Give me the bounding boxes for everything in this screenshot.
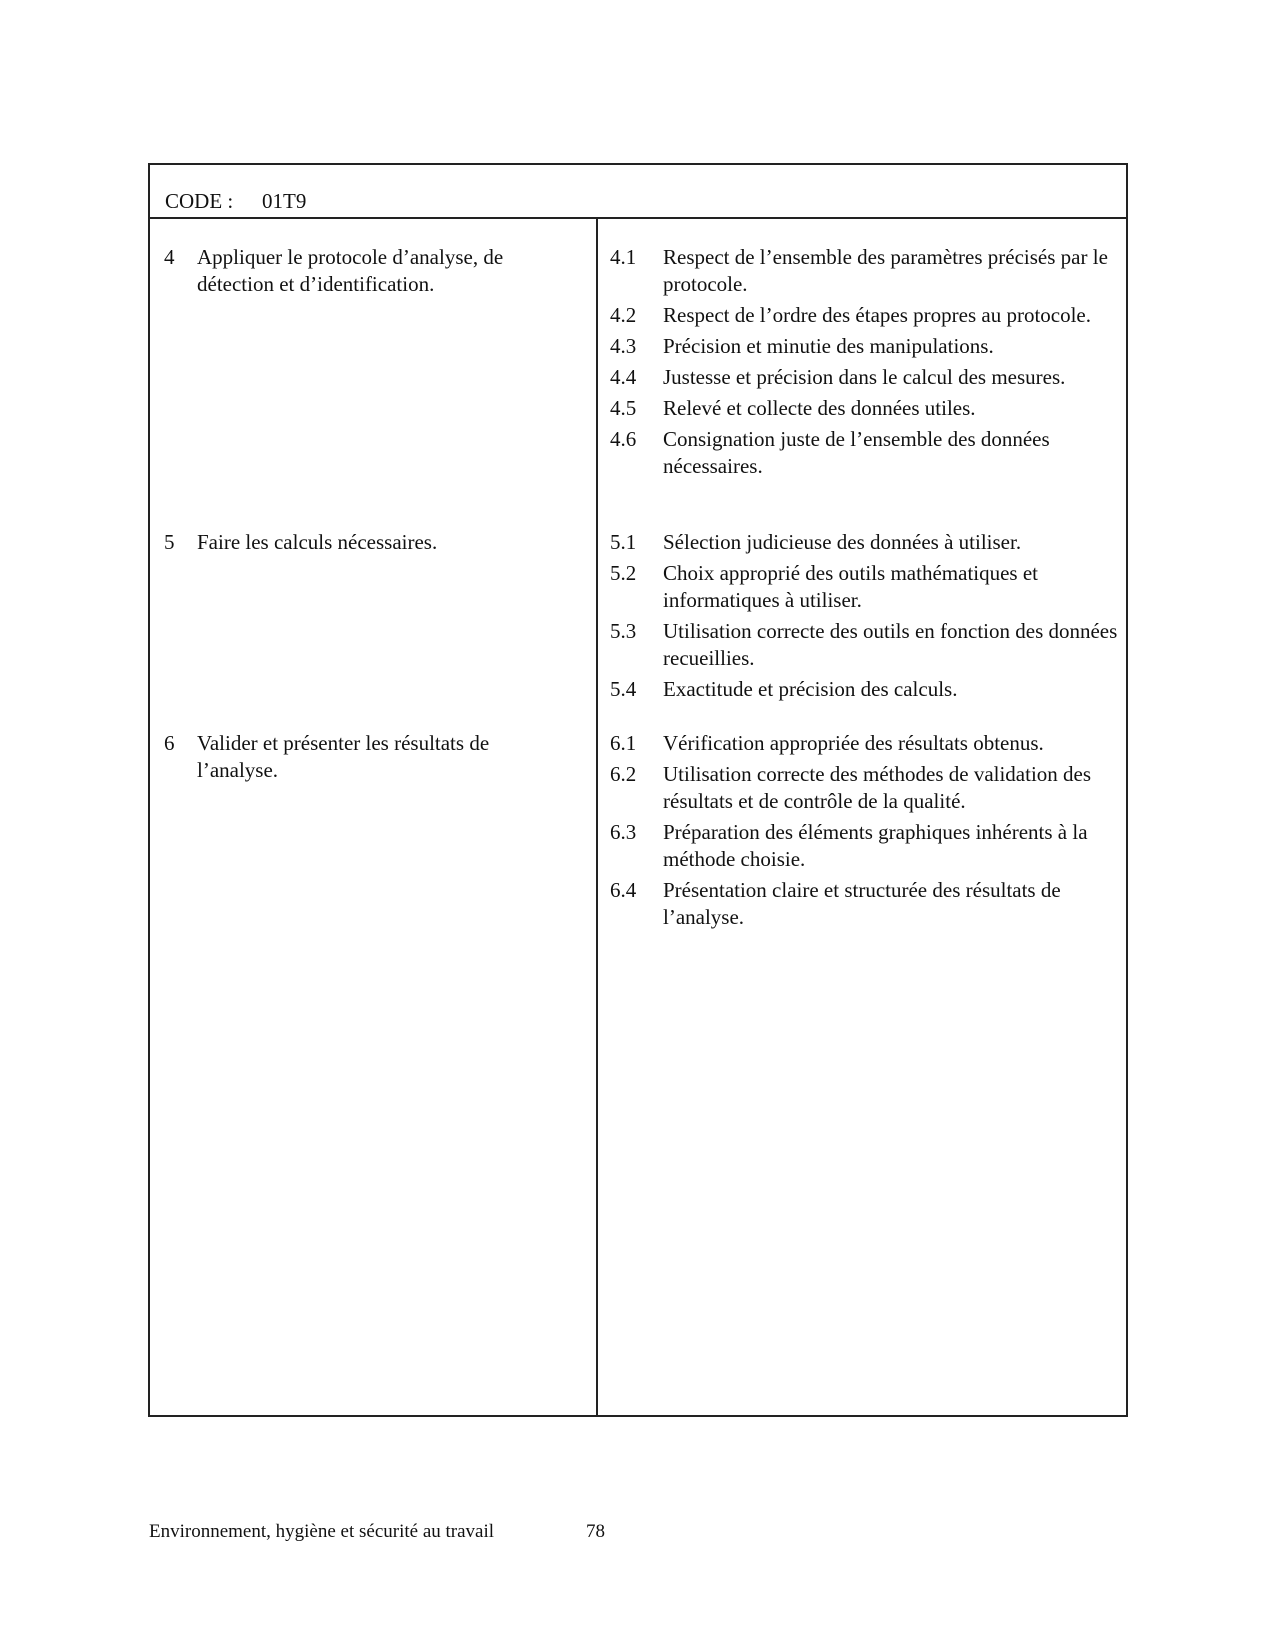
element-text: Faire les calculs nécessaires.	[197, 530, 438, 554]
criteria-group-5	[610, 529, 1120, 707]
criterion	[610, 877, 1120, 931]
column-divider	[596, 219, 598, 1415]
criterion-number: 4.2	[610, 303, 637, 327]
criterion-text: Présentation claire et structurée des résultats de l’analyse.	[663, 878, 1061, 929]
element-4	[164, 244, 574, 298]
criterion-number: 5.3	[610, 619, 637, 643]
criterion	[610, 618, 1120, 672]
criterion-number: 4.5	[610, 396, 637, 420]
element-number: 5	[164, 530, 175, 554]
criteria-group-4	[610, 244, 1120, 484]
criterion-text: Sélection judicieuse des données à utiliser.	[663, 530, 1022, 554]
criterion-text: Consignation juste de l’ensemble des données nécessaires.	[663, 427, 1050, 478]
criterion-number: 4.4	[610, 365, 637, 389]
code-label: CODE :	[165, 189, 234, 213]
criterion	[610, 395, 1120, 422]
criterion-number: 6.2	[610, 762, 637, 786]
criterion-text: Respect de l’ensemble des paramètres précisés par le protocole.	[663, 245, 1108, 296]
element-number: 6	[164, 731, 175, 755]
criterion-number: 4.3	[610, 334, 637, 358]
criterion	[610, 426, 1120, 480]
criteria-group-6	[610, 730, 1120, 935]
criterion-number: 6.3	[610, 820, 637, 844]
element-number: 4	[164, 245, 175, 269]
criterion-text: Justesse et précision dans le calcul des mesures.	[663, 365, 1066, 389]
criterion	[610, 244, 1120, 298]
criterion-text: Utilisation correcte des outils en fonction des données recueillies.	[663, 619, 1118, 670]
element-text: Appliquer le protocole d’analyse, de détection et d’identification.	[197, 245, 504, 296]
criterion	[610, 730, 1120, 757]
criterion	[610, 676, 1120, 703]
criterion-text: Précision et minutie des manipulations.	[663, 334, 994, 358]
element-5	[164, 529, 574, 556]
criterion	[610, 819, 1120, 873]
competency-table	[148, 163, 1128, 1417]
criterion-text: Utilisation correcte des méthodes de validation des résultats et de contrôle de la qualité.	[663, 762, 1092, 813]
criterion	[610, 302, 1120, 329]
footer-title: Environnement, hygiène et sécurité au travail	[149, 1521, 495, 1542]
criterion-number: 6.4	[610, 878, 637, 902]
criterion	[610, 560, 1120, 614]
criterion-text: Choix approprié des outils mathématiques et informatiques à utiliser.	[663, 561, 1039, 612]
criterion-number: 5.2	[610, 561, 637, 585]
criterion	[610, 529, 1120, 556]
element-6	[164, 730, 574, 784]
criterion-text: Vérification appropriée des résultats obtenus.	[663, 731, 1044, 755]
criterion	[610, 364, 1120, 391]
criterion-number: 5.4	[610, 677, 637, 701]
criterion-number: 4.6	[610, 427, 637, 451]
criterion-text: Respect de l’ordre des étapes propres au protocole.	[663, 303, 1091, 327]
code-value: 01T9	[262, 189, 307, 213]
criterion-text: Relevé et collecte des données utiles.	[663, 396, 976, 420]
criterion-text: Préparation des éléments graphiques inhérents à la méthode choisie.	[663, 820, 1088, 871]
criterion-text: Exactitude et précision des calculs.	[663, 677, 958, 701]
code-header-row	[150, 165, 1126, 219]
criterion-number: 4.1	[610, 245, 637, 269]
criterion-number: 6.1	[610, 731, 637, 755]
criterion-number: 5.1	[610, 530, 637, 554]
criterion	[610, 761, 1120, 815]
page-number: 78	[586, 1521, 605, 1542]
criterion	[610, 333, 1120, 360]
element-text: Valider et présenter les résultats de l’analyse.	[197, 731, 490, 782]
